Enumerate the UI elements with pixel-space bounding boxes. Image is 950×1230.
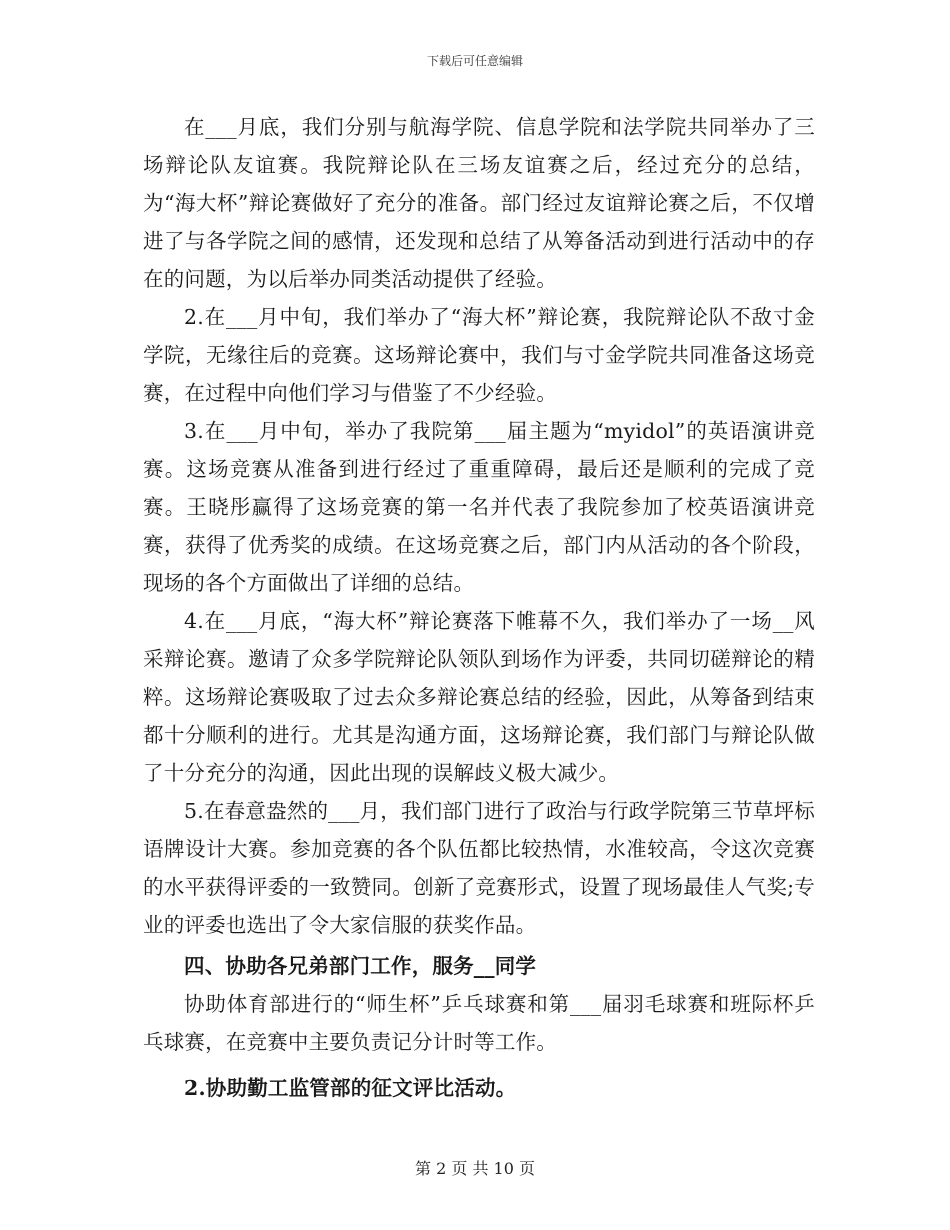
paragraph-style-debate: 4.在___月底，“海大杯”辩论赛落下帷幕不久，我们举办了一场__风采辩论赛。邀请了众多学院辩论队领队到场作为评委，共同切磋辩论的精粹。这场辩论赛吸取了过去众多辩论赛总结的经验，因此，从筹备到结束都十分顺利的进行。尤其是沟通方面，这场辩论赛，我们部门与辩论队做了十分充分的沟通，因此出现的误解歧义极大减少。: [143, 609, 815, 785]
paragraph-lawn-sign-contest: 5.在春意盎然的___月，我们部门进行了政治与行政学院第三节草坪标语牌设计大赛。参加竞赛的各个队伍都比较热情，水准较高，令这次竞赛的水平获得评委的一致赞同。创新了竞赛形式，设置了现场最佳人气奖;专业的评委也选出了令大家信服的获奖作品。: [143, 799, 815, 937]
paragraph-haida-cup: 2.在___月中旬，我们举办了“海大杯”辩论赛，我院辩论队不敌寸金学院，无缘往后的竞赛。这场辩论赛中，我们与寸金学院共同准备这场竞赛，在过程中向他们学习与借鉴了不少经验。: [143, 305, 815, 405]
paragraph-friendly-debates: 在___月底，我们分别与航海学院、信息学院和法学院共同举办了三场辩论队友谊赛。我院辩论队在三场友谊赛之后，经过充分的总结，为“海大杯”辩论赛做好了充分的准备。部门经过友谊辩论赛之后，不仅增进了与各学院之间的感情，还发现和总结了从筹备活动到进行活动中的存在的问题，为以后举办同类活动提供了经验。: [143, 115, 815, 291]
paragraph-sports-assist: 协助体育部进行的“师生杯”乒乓球赛和第___届羽毛球赛和班际杯乒乓球赛，在竞赛中主要负责记分计时等工作。: [143, 992, 815, 1054]
paragraph-english-speech: 3.在___月中旬，举办了我院第___届主题为“myidol”的英语演讲竞赛。这场竞赛从准备到进行经过了重重障碍，最后还是顺利的完成了竞赛。王晓彤赢得了这场竞赛的第一名并代表了我院参加了校英语演讲竞赛，获得了优秀奖的成绩。在这场竞赛之后，部门内从活动的各个阶段，现场的各个方面做出了详细的总结。: [143, 419, 815, 595]
page-number: 第 2 页 共 10 页: [415, 1159, 535, 1178]
document-body: [143, 108, 815, 1107]
subheading-essay-contest: 2.协助勤工监管部的征文评比活动。: [184, 1076, 517, 1100]
page-header: 下载后可任意编辑: [426, 54, 523, 68]
section-heading-assist-departments: 四、协助各兄弟部门工作，服务__同学: [184, 954, 537, 978]
